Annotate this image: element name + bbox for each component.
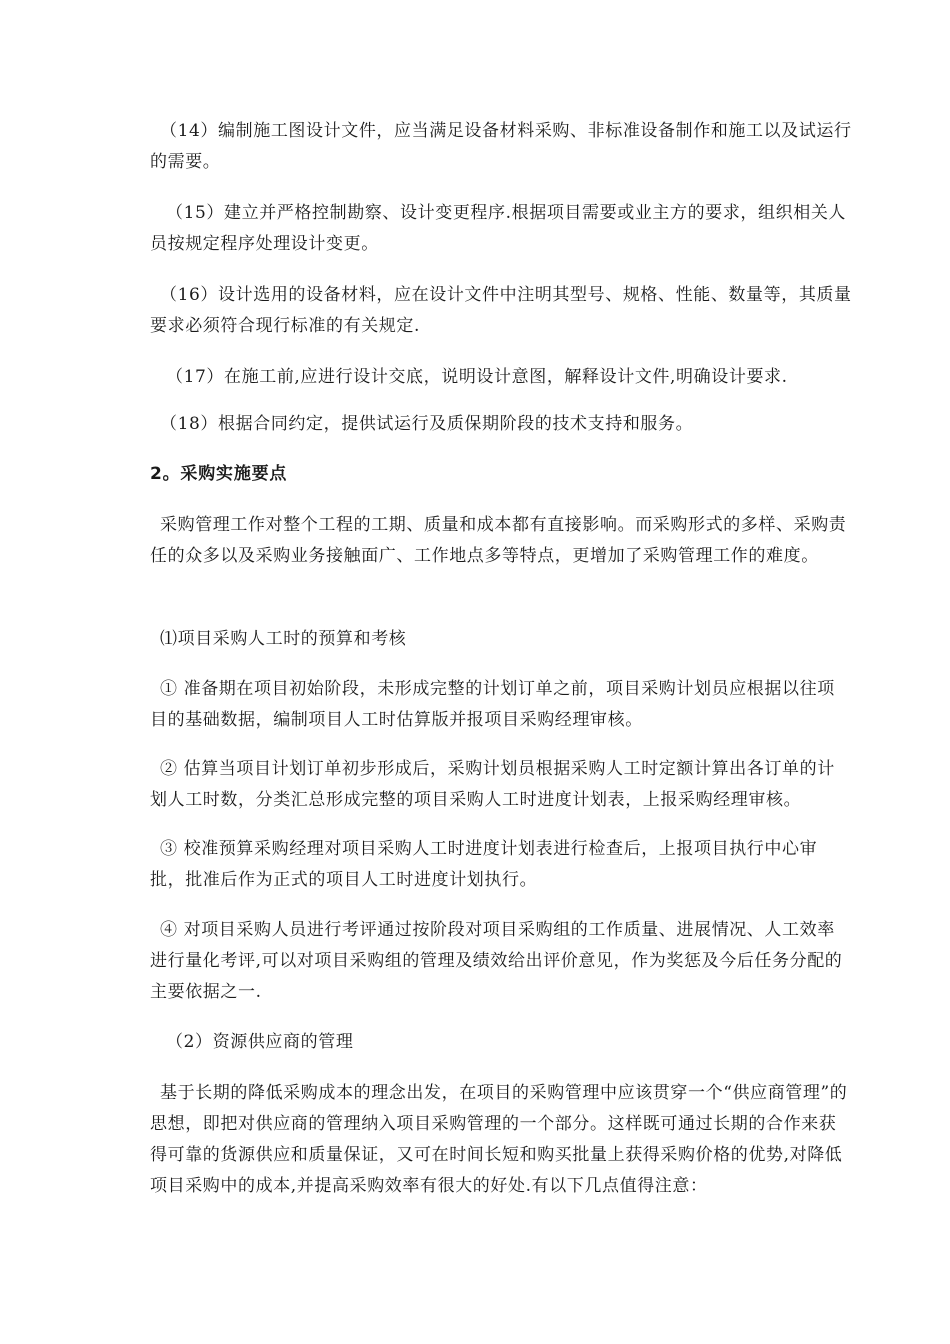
subheading-1: ⑴项目采购人工时的预算和考核 xyxy=(160,629,407,649)
paragraph-17: （17）在施工前,应进行设计交底，说明设计意图，解释设计文件,明确设计要求. xyxy=(166,367,788,387)
item-3: ③ 校准预算采购经理对项目采购人工时进度计划表进行检查后，上报项目执行中心审批，批准后作为正式的项目人工时进度计划执行。 xyxy=(150,839,818,890)
subheading-2: （2）资源供应商的管理 xyxy=(166,1032,354,1052)
paragraph-supplier: 基于长期的降低采购成本的理念出发，在项目的采购管理中应该贯穿一个“供应商管理”的思想，即把对供应商的管理纳入项目采购管理的一个部分。这样既可通过长期的合作来获得可靠的货源供应和质量保证，又可在时间长短和购买批量上获得采购价格的优势,对降低项目采购中的成本,并提高采购效率有很大的好处.有以下几点值得注意： xyxy=(150,1083,848,1196)
paragraph-15: （15）建立并严格控制勘察、设计变更程序.根据项目需要或业主方的要求，组织相关人员按规定程序处理设计变更。 xyxy=(150,203,847,254)
paragraph-18: （18）根据合同约定，提供试运行及质保期阶段的技术支持和服务。 xyxy=(160,414,694,434)
item-1: ① 准备期在项目初始阶段，未形成完整的计划订单之前，项目采购计划员应根据以往项目的基础数据，编制项目人工时估算版并报项目采购经理审核。 xyxy=(150,679,835,730)
paragraph-intro: 采购管理工作对整个工程的工期、质量和成本都有直接影响。而采购形式的多样、采购责任的众多以及采购业务接触面广、工作地点多等特点，更增加了采购管理工作的难度。 xyxy=(150,515,847,566)
item-2: ② 估算当项目计划订单初步形成后，采购计划员根据采购人工时定额计算出各订单的计划人工时数，分类汇总形成完整的项目采购人工时进度计划表，上报采购经理审核。 xyxy=(150,759,835,810)
paragraph-16: （16）设计选用的设备材料，应在设计文件中注明其型号、规格、性能、数量等，其质量要求必须符合现行标准的有关规定. xyxy=(150,285,852,336)
section-heading-2: 2。采购实施要点 xyxy=(150,464,288,484)
item-4: ④ 对项目采购人员进行考评通过按阶段对项目采购组的工作质量、进展情况、人工效率进行量化考评,可以对项目采购组的管理及绩效给出评价意见，作为奖惩及今后任务分配的主要依据之一. xyxy=(150,920,843,1002)
paragraph-14: （14）编制施工图设计文件，应当满足设备材料采购、非标准设备制作和施工以及试运行的需要。 xyxy=(150,121,852,172)
